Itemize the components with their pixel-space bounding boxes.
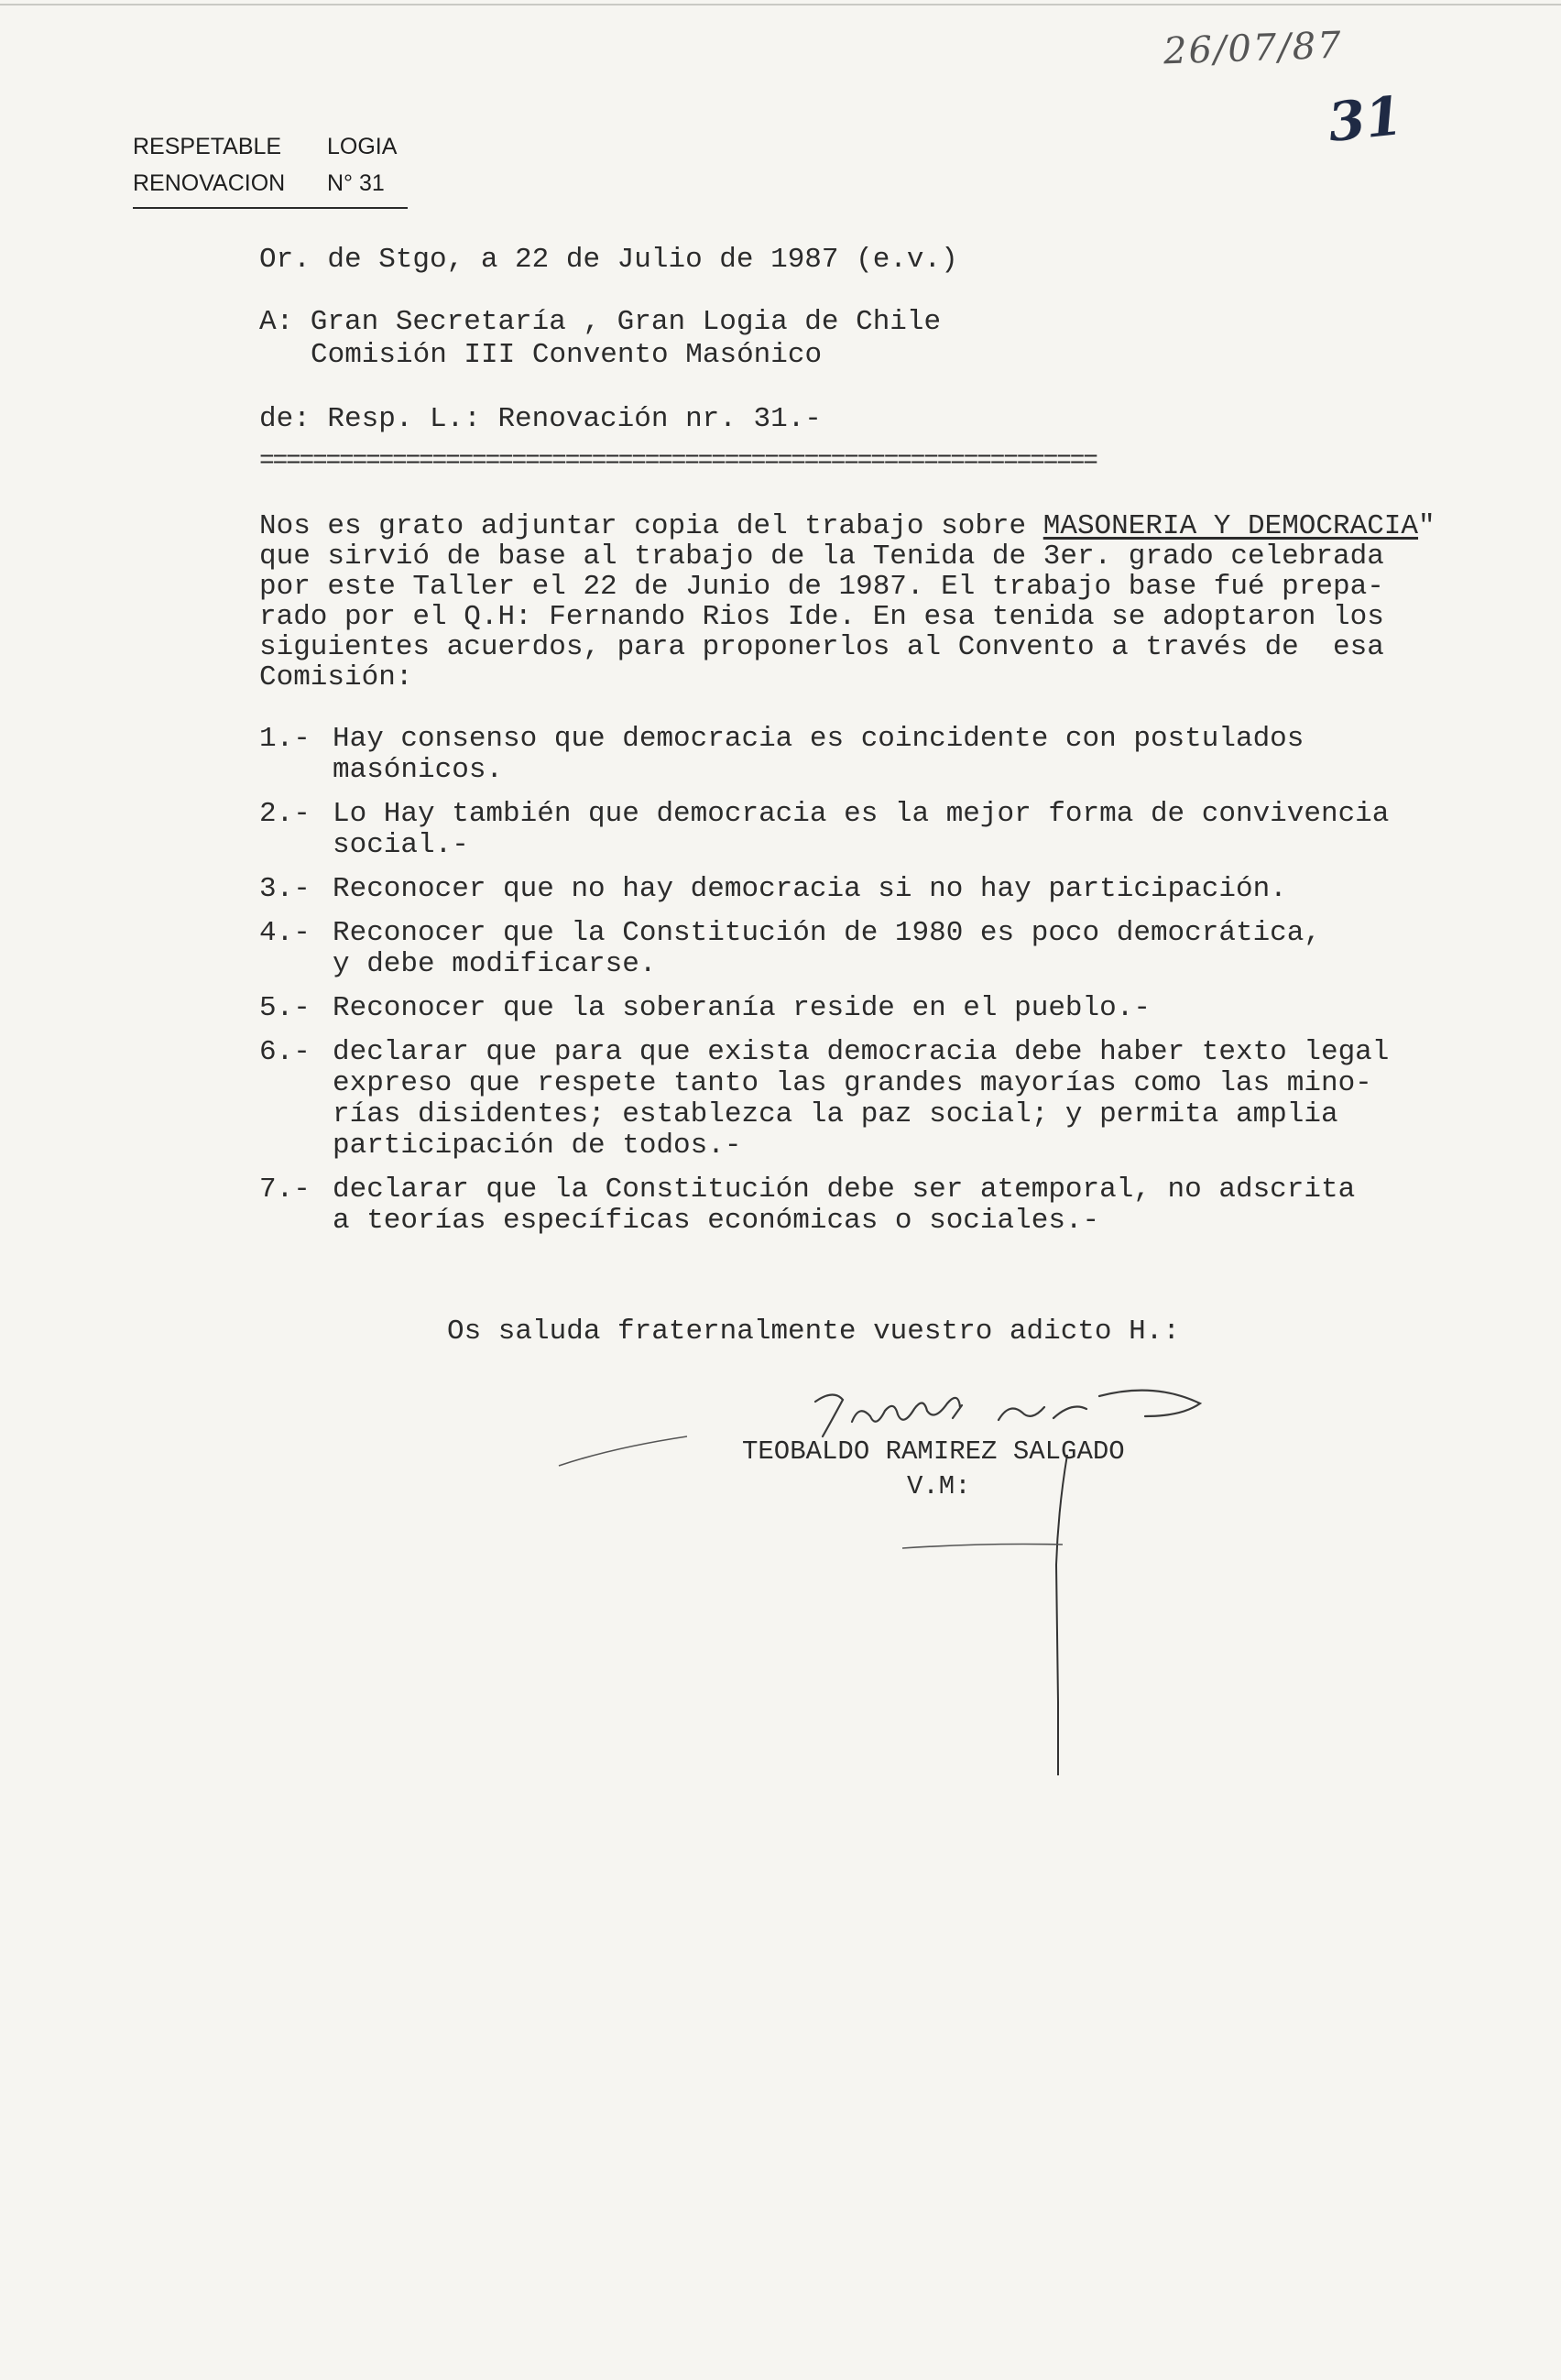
list-item-number: 4.- [259,917,311,949]
signature-vertical-stroke [1056,1455,1067,1775]
list-item-line: a teorías específicas económicas o sociales.- [333,1205,1100,1237]
list-item-line: masónicos. [333,754,504,786]
signer-title: V.M: [907,1471,971,1501]
list-item-line: Hay consenso que democracia es coincidente con postulados [333,723,1304,755]
body-line-2: que sirvió de base al trabajo de la Tenida de 3er. grado celebrada [259,540,1384,573]
list-item-line: Reconocer que la Constitución de 1980 es poco democrática, [333,917,1321,949]
signature-cross-stroke [902,1545,1063,1549]
letterhead-logia: LOGIA [327,134,398,159]
closing-line: Os saluda fraternalmente vuestro adicto H.: [447,1316,1180,1348]
letterhead-renovacion: RENOVACION [133,170,286,196]
recipient-line-2: Comisión III Convento Masónico [311,339,823,371]
list-item-number: 2.- [259,798,311,830]
list-item-number: 7.- [259,1174,311,1206]
list-item-line: participación de todos.- [333,1130,742,1162]
signature-stroke [815,1391,1200,1436]
document-title: MASONERIA Y DEMOCRACIA [1042,510,1419,542]
list-item-number: 5.- [259,992,311,1024]
recipient-line-1: A: Gran Secretaría , Gran Logia de Chile [259,306,942,338]
letterhead-number: N° 31 [327,170,385,196]
letterhead-respetable: RESPETABLE [133,134,282,159]
body-line-4: rado por el Q.H: Fernando Rios Ide. En esa tenida se adoptaron los [259,601,1384,633]
list-item-line: Reconocer que no hay democracia si no hay participación. [333,873,1287,905]
list-item-line: rías disidentes; establezca la paz social; y permita amplia [333,1098,1338,1130]
body-line-5: siguientes acuerdos, para proponerlos al Convento a través de esa [259,631,1384,663]
list-item-line: declarar que la Constitución debe ser atemporal, no adscrita [333,1174,1356,1206]
body-line-3: por este Taller el 22 de Junio de 1987. El trabajo base fué prepa- [259,571,1384,603]
list-item-number: 1.- [259,723,311,755]
sender-line: de: Resp. L.: Renovación nr. 31.- [259,403,822,435]
handwritten-number: 31 [1325,83,1406,155]
separator-line: =============================================================== [259,447,1097,475]
signer-name: TEOBALDO RAMIREZ SALGADO [742,1436,1125,1467]
list-item-line: y debe modificarse. [333,948,657,980]
list-item-line: expreso que respete tanto las grandes mayorías como las mino- [333,1067,1372,1099]
list-item-line: declarar que para que exista democracia debe haber texto legal [333,1036,1390,1068]
list-item-line: Lo Hay también que democracia es la mejor forma de convivencia [333,798,1390,830]
body-line-1: Nos es grato adjuntar copia del trabajo sobre MASONERIA Y DEMOCRACIA" [259,510,1435,542]
list-item-line: social.- [333,829,469,861]
signature-tail-stroke [559,1436,687,1466]
list-item-line: Reconocer que la soberanía reside en el pueblo.- [333,992,1151,1024]
list-item-number: 6.- [259,1036,311,1068]
body-line-6: Comisión: [259,661,413,693]
handwritten-date: 26/07/87 [1163,24,1344,73]
date-line: Or. de Stgo, a 22 de Julio de 1987 (e.v.) [259,244,958,276]
list-item-number: 3.- [259,873,311,905]
